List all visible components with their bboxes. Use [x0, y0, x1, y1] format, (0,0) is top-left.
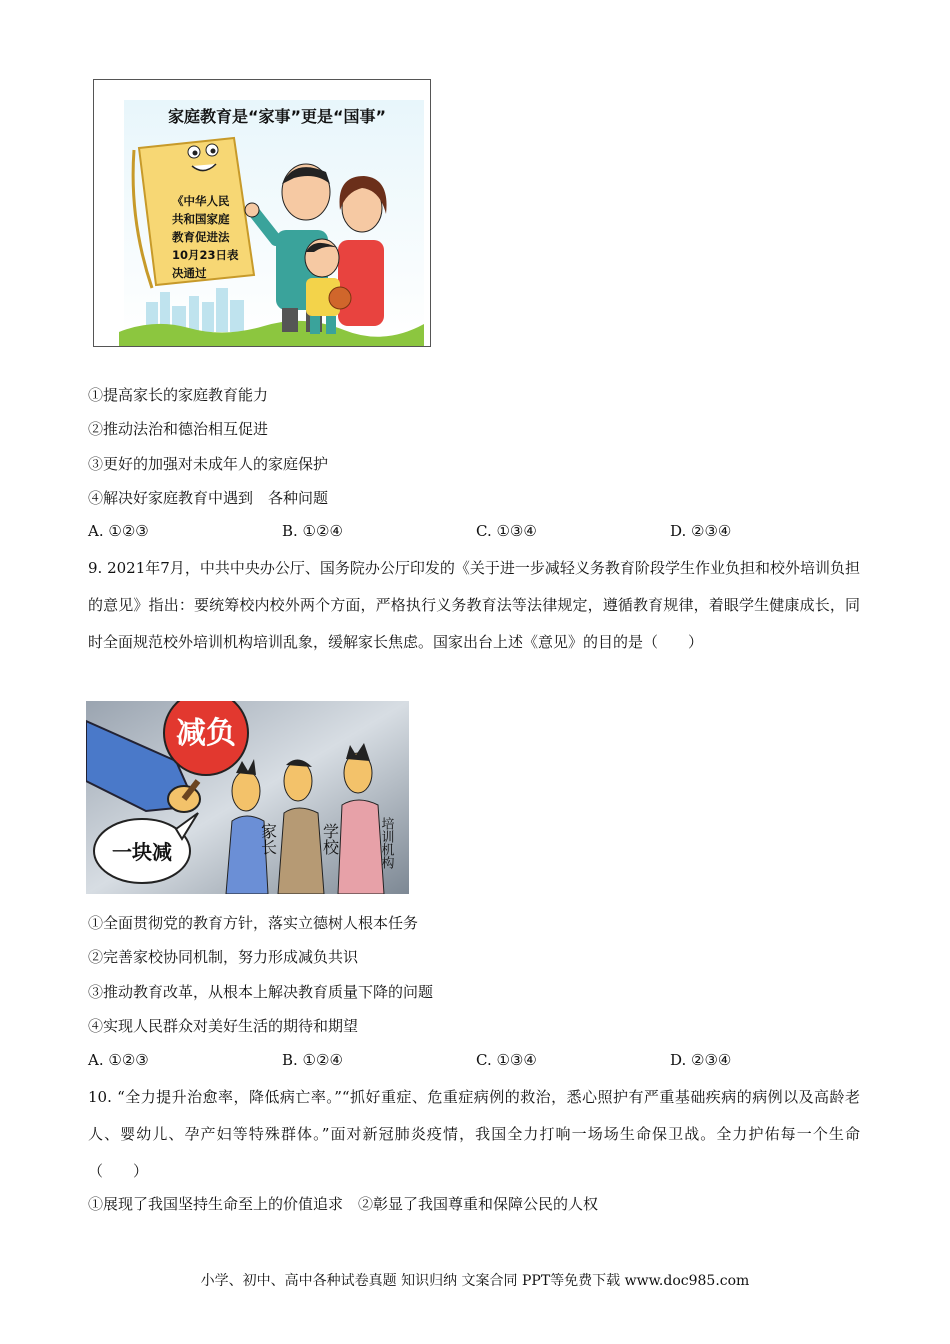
q9-item-3: ③推动教育改革，从根本上解决教育质量下降的问题: [88, 983, 434, 1001]
q8-item-4: ④解决好家庭教育中遇到 各种问题: [88, 489, 329, 507]
label-training: 培训机构: [378, 817, 394, 869]
cartoon-art: [94, 80, 431, 347]
scroll-line: 共和国家庭: [172, 212, 230, 226]
scroll-line: 《中华人民: [172, 194, 230, 208]
bubble-text: 一块减: [112, 840, 172, 864]
q9-item-1: ①全面贯彻党的教育方针，落实立德树人根本任务: [88, 914, 419, 932]
q8-item-3: ③更好的加强对未成年人的家庭保护: [88, 455, 329, 473]
q9-choice-b[interactable]: B. ①②④: [282, 1051, 343, 1069]
scroll-line: 教育促进法: [172, 230, 230, 244]
cartoon2-art: [86, 701, 409, 894]
q9-item-2: ②完善家校协同机制，努力形成减负共识: [88, 948, 359, 966]
q8-item-1: ①提高家长的家庭教育能力: [88, 386, 269, 404]
label-parent: 家长: [258, 823, 278, 855]
q9-choices: [88, 1051, 868, 1071]
scroll-line: 决通过: [172, 266, 207, 280]
cartoon-banner: 家庭教育是“家事”更是“国事”: [167, 107, 387, 126]
page-footer: 小学、初中、高中各种试卷真题 知识归纳 文案合同 PPT等免费下载 www.doc985.com: [200, 1273, 750, 1289]
sign-text: 减负: [176, 716, 236, 751]
q10-items: ①展现了我国坚持生命至上的价值追求 ②彰显了我国尊重和保障公民的人权: [88, 1195, 599, 1213]
q10-stem: 10. “全力提升治愈率，降低病亡率。”“抓好重症、危重症病例的救治，悉心照护有严重基础疾病的病例以及高龄老人、婴幼儿、孕产妇等特殊群体。”面对新冠肺炎疫情，我国全力打响一场场生命保卫战。全力护佑每一个生命（ ）: [88, 1088, 860, 1180]
q9-choice-d[interactable]: D. ②③④: [670, 1051, 732, 1069]
burden-reduction-cartoon: [86, 701, 409, 894]
label-school: 学校: [320, 823, 340, 855]
q9-choice-a[interactable]: A. ①②③: [88, 1051, 149, 1069]
q9-item-4: ④实现人民群众对美好生活的期待和期望: [88, 1017, 359, 1035]
q9-stem: 9. 2021年7月，中共中央办公厅、国务院办公厅印发的《关于进一步减轻义务教育阶段学生作业负担和校外培训负担的意见》指出：要统筹校内校外两个方面，严格执行义务教育法等法律规定，遵循教育规律，着眼学生健康成长，同时全面规范校外培训机构培训乱象，缓解家长焦虑。国家出台上述《意见》的目的是（ ）: [88, 559, 860, 651]
family-education-cartoon: [93, 79, 431, 347]
q8-choice-a[interactable]: A. ①②③: [88, 522, 149, 540]
q8-choice-d[interactable]: D. ②③④: [670, 522, 732, 540]
q8-choices: [88, 522, 868, 542]
scroll-line: 10月23日表: [172, 248, 239, 262]
q8-choice-c[interactable]: C. ①③④: [476, 522, 537, 540]
q8-item-2: ②推动法治和德治相互促进: [88, 420, 269, 438]
q9-choice-c[interactable]: C. ①③④: [476, 1051, 537, 1069]
q8-choice-b[interactable]: B. ①②④: [282, 522, 343, 540]
